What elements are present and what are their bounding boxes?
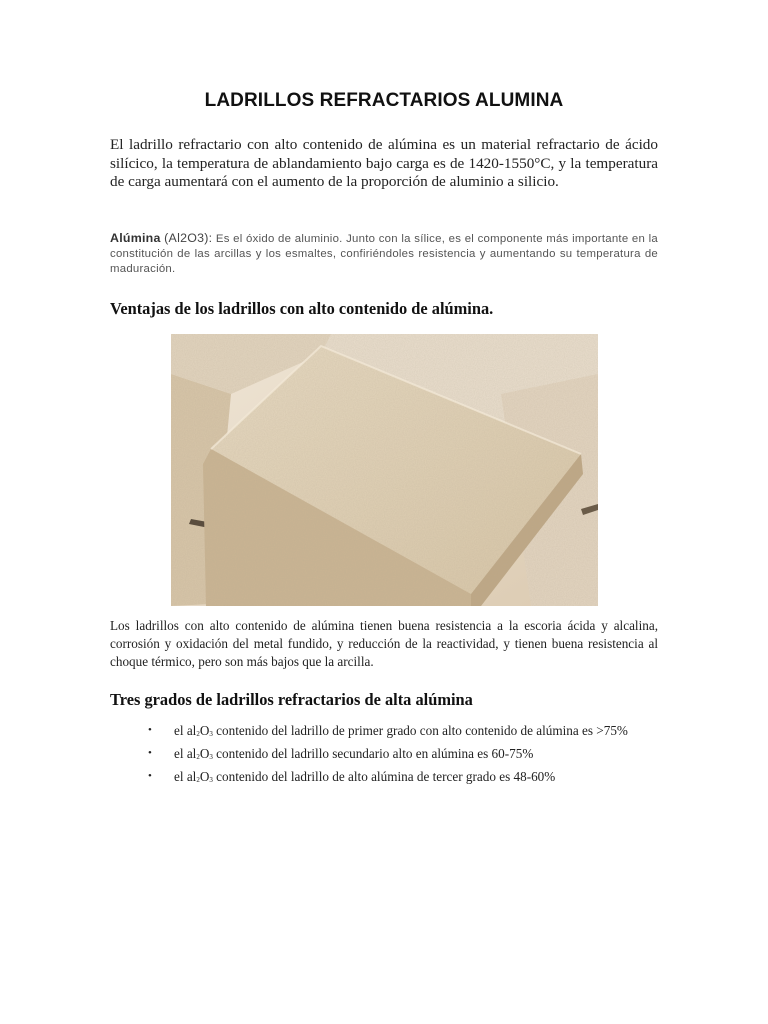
brick-photo bbox=[171, 334, 598, 606]
grade-text: contenido del ladrillo de alto alúmina de tercer grado es 48-60% bbox=[212, 769, 556, 784]
oxide-mid: O bbox=[199, 769, 210, 784]
grades-list bbox=[146, 722, 658, 791]
oxide-mid: O bbox=[199, 723, 210, 738]
intro-paragraph: El ladrillo refractario con alto contenido de alúmina es un material refractario de ácido silícico, la temperatura de ablandamiento bajo carga es de 1420-1550°C, y la temperatura de carga aumentará con el aumento de la proporción de aluminio a silicio. bbox=[110, 136, 658, 190]
oxide-sub: 3 bbox=[209, 753, 213, 761]
advantages-paragraph: Los ladrillos con alto contenido de alúmina tienen buena resistencia a la escoria ácida y alcalina, corrosión y oxidación del metal fundido, y reducción de la reactividad, y tienen buena resistencia al choque térmico, pero son más bajos que la arcilla. bbox=[110, 618, 658, 669]
bullet-icon: • bbox=[148, 724, 152, 736]
oxide-prefix: el al bbox=[174, 746, 197, 761]
grade-text: contenido del ladrillo de primer grado con alto contenido de alúmina es >75% bbox=[212, 723, 628, 738]
list-item bbox=[146, 722, 658, 739]
alumina-definition bbox=[110, 231, 658, 277]
oxide-sub: 2 bbox=[196, 730, 200, 738]
oxide-sub: 2 bbox=[196, 776, 200, 784]
list-item bbox=[146, 745, 658, 762]
oxide-prefix: el al bbox=[174, 723, 197, 738]
alumina-term: Alúmina bbox=[110, 231, 161, 245]
page-title: LADRILLOS REFRACTARIOS ALUMINA bbox=[204, 90, 564, 111]
oxide-mid: O bbox=[199, 746, 210, 761]
oxide-sub: 2 bbox=[196, 753, 200, 761]
bullet-icon: • bbox=[148, 770, 152, 782]
list-item bbox=[146, 768, 658, 785]
heading-advantages: Ventajas de los ladrillos con alto contenido de alúmina. bbox=[110, 299, 494, 318]
brick-illustration bbox=[171, 334, 598, 606]
heading-grades: Tres grados de ladrillos refractarios de alta alúmina bbox=[110, 690, 473, 709]
oxide-prefix: el al bbox=[174, 769, 197, 784]
grade-text: contenido del ladrillo secundario alto en alúmina es 60-75% bbox=[212, 746, 534, 761]
alumina-formula: (Al2O3): bbox=[164, 231, 213, 245]
bullet-icon: • bbox=[148, 747, 152, 759]
alumina-text: Es el óxido de aluminio. Junto con la sílice, es el componente más importante en la constitución de las arcillas y los esmaltes, confiriéndoles resistencia y aumentando su temperatura de maduración. bbox=[110, 233, 658, 275]
oxide-sub: 3 bbox=[209, 730, 213, 738]
oxide-sub: 3 bbox=[209, 776, 213, 784]
